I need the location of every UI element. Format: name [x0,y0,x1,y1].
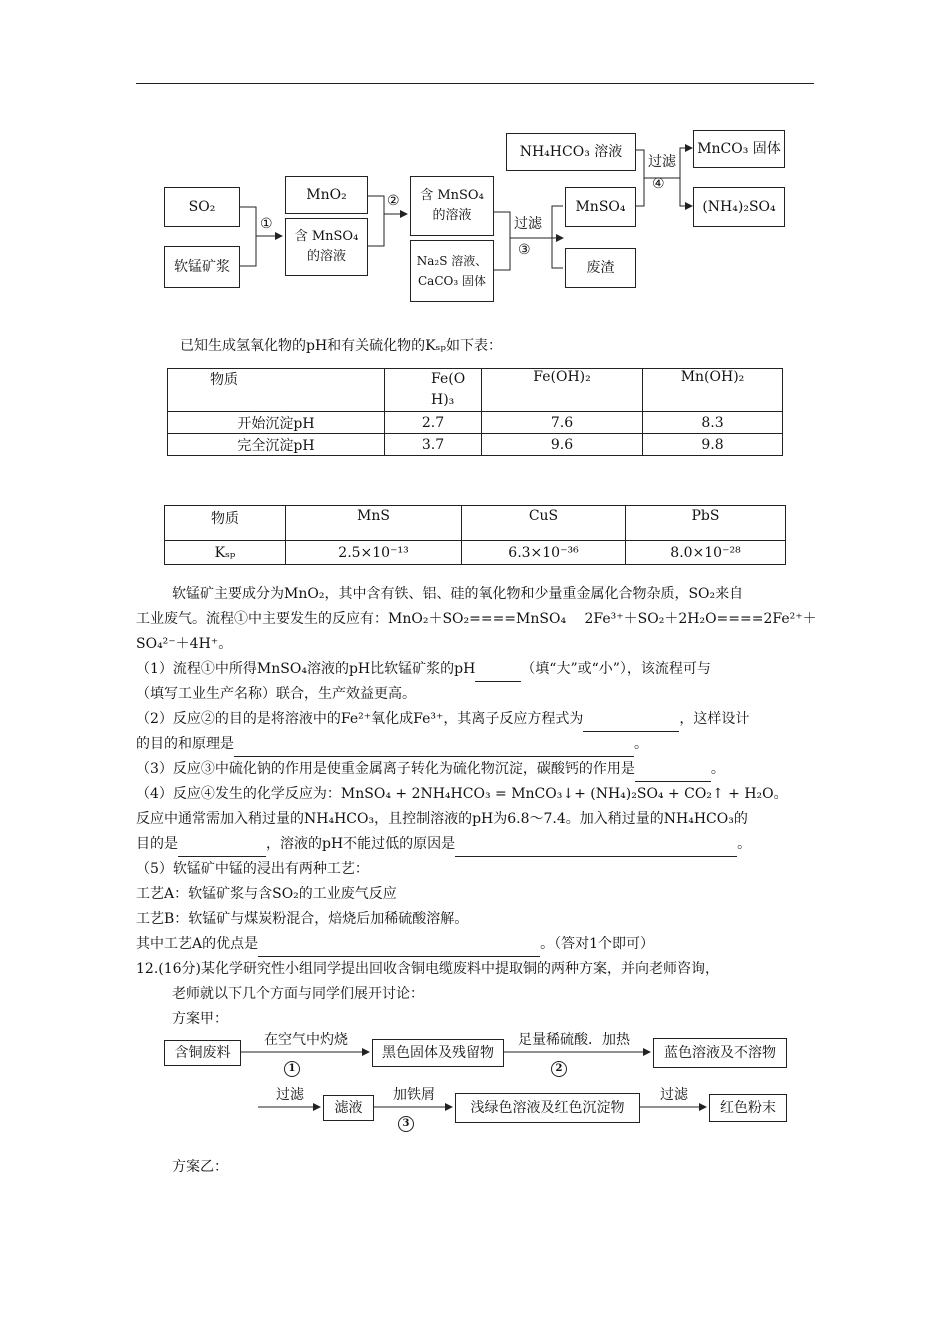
question-12-line2: 老师就以下几个方面与同学们展开讨论： [172,986,424,1002]
step1-circle-label: 1 [284,1061,300,1077]
t2-cell: 2.5×10⁻¹³ [286,541,462,565]
question-4-line: （4）反应④发生的化学反应为：MnSO₄ + 2NH₄HCO₃ = MnCO₃↓+ (NH₄)₂SO₄ + CO₂↑ + H₂O。 [136,786,788,802]
step3-label: ③ [518,242,531,258]
t2-cell: 6.3×10⁻³⁶ [462,541,626,565]
residue-label: 废渣 [586,260,615,276]
q5-text-e: 。（答对1个即可） [540,936,655,952]
t2-header-0: 物质 [165,506,286,541]
q3-text-a: （3）反应③中硫化钠的作用是使重金属离子转化为硫化物沉淀，碳酸钙的作用是 [136,761,635,777]
q5-text-d: 其中工艺A的优点是 [136,936,259,952]
q2-text-d: 。 [634,736,648,752]
so2-label: SO₂ [188,199,216,215]
green-solution-box [455,1093,640,1123]
question-12-line: 12.(16分)某化学研究性小组同学提出回收含铜电缆废料中提取铜的两种方案，并向老师咨询， [136,961,720,977]
plan-b-label: 方案乙： [172,1159,228,1175]
t2-header-2: CuS [462,506,626,541]
blue-solution-box [653,1038,787,1068]
mno2-label: MnO₂ [306,187,347,203]
mnso4-solution-a-label: 含 MnSO₄ 的溶液 [294,229,359,264]
paragraph-line: 软锰矿主要成分为MnO₂，其中含有铁、铝、硅的氧化物和少量重金属化合物杂质，SO₂来自 [172,586,744,602]
t2-cell: 8.0×10⁻²⁸ [626,541,786,565]
t1-header-0: 物质 [168,369,385,412]
step2-circle [551,1059,567,1077]
t1-cell: 开始沉淀pH [168,412,385,434]
t1-cell: 完全沉淀pH [168,434,385,456]
red-powder-box [709,1094,787,1122]
filtrate-label: 滤液 [334,1100,363,1116]
question-1-line2: （填写工业生产名称）联合，生产效益更高。 [136,686,416,702]
t1-cell: 9.6 [482,434,643,456]
filter2-label: 过滤 [660,1087,688,1103]
step4-label: ④ [652,176,665,192]
green-solution-label: 浅绿色溶液及红色沉淀物 [470,1100,625,1116]
step2-label: ② [387,193,400,209]
step2-circle-label: 2 [551,1061,567,1077]
q2-text-b: ，这样设计 [679,711,750,727]
q1-text-a: （1）流程①中所得MnSO₄溶液的pH比软锰矿浆的pH [136,661,476,677]
t1-cell: 3.7 [385,434,482,456]
paragraph-line: 工业废气。流程①中主要发生的反应有：MnO₂＋SO₂====MnSO₄ 2Fe³⁺＋SO₂＋2H₂O====2Fe²⁺＋ [136,611,817,627]
iron-label: 加铁屑 [393,1087,435,1103]
mnso4-label: MnSO₄ [575,199,626,215]
t2-header-3: PbS [626,506,786,541]
filter1-label: 过滤 [276,1087,304,1103]
t1-cell: 9.8 [643,434,783,456]
red-powder-label: 红色粉末 [720,1100,776,1116]
ammonium-sulfate-label: (NH₄)₂SO₄ [702,199,776,215]
question-4-line2: 反应中通常需加入稍过量的NH₄HCO₃，且控制溶液的pH为6.8～7.4。加入稍过量的NH₄HCO₃的 [136,811,748,827]
t1-cell: 2.7 [385,412,482,434]
black-solid-box [372,1039,504,1067]
copper-waste-label: 含铜废料 [174,1045,231,1061]
question-5-line3: 工艺B：软锰矿与煤炭粉混合，焙烧后加稀硫酸溶解。 [136,911,469,927]
filter3-label: 过滤 [514,216,542,232]
acid-label: 足量稀硫酸．加热 [518,1032,630,1048]
filter4-label: 过滤 [648,154,676,170]
plan-a-label: 方案甲： [172,1011,228,1027]
burn-label: 在空气中灼烧 [264,1032,348,1048]
t1-cell: 7.6 [482,412,643,434]
q4-text-d: ，溶液的pH不能过低的原因是 [266,836,456,852]
q1-text-b: （填“大”或“小”），该流程可与 [521,661,711,677]
reagents-label: Na₂S 溶液、 CaCO₃ 固体 [416,254,488,288]
black-solid-label: 黑色固体及残留物 [382,1045,494,1061]
step1-circle [284,1059,300,1077]
q2-text-c: 的目的和原理是 [136,736,234,752]
q4-text-e: 。 [737,836,752,852]
nh4hco3-label: NH₄HCO₃ 溶液 [519,144,623,160]
copper-waste-box [164,1040,241,1066]
paragraph-line: SO₄²⁻＋4H⁺。 [136,636,233,652]
t2-header-1: MnS [286,506,462,541]
t1-header-1: Fe(O H)₃ [385,369,482,412]
t1-header-3: Mn(OH)₂ [643,369,783,412]
t1-cell: 8.3 [643,412,783,434]
t1-header-2: Fe(OH)₂ [482,369,643,412]
question-5-line2: 工艺A：软锰矿浆与含SO₂的工业废气反应 [136,886,397,902]
ore-slurry-label: 软锰矿浆 [174,259,230,275]
step3-circle-label: 3 [398,1116,414,1132]
step3-circle [398,1114,414,1132]
question-5-line: （5）软锰矿中锰的浸出有两种工艺： [136,861,369,877]
q4-text-c: 目的是 [136,836,178,852]
t2-row-label: Kₛₚ [165,541,286,565]
mnso4-solution-b-label: 含 MnSO₄ 的溶液 [420,188,484,223]
q3-text-b: 。 [710,761,725,777]
filtrate-box [323,1095,374,1121]
table-intro: 已知生成氢氧化物的pH和有关硫化物的Kₛₚ如下表： [180,338,502,354]
blue-solution-label: 蓝色溶液及不溶物 [664,1045,776,1061]
q2-text-a: （2）反应②的目的是将溶液中的Fe²⁺氧化成Fe³⁺，其离子反应方程式为 [136,711,584,727]
step1-label: ① [260,216,273,232]
mnco3-label: MnCO₃ 固体 [697,141,781,157]
